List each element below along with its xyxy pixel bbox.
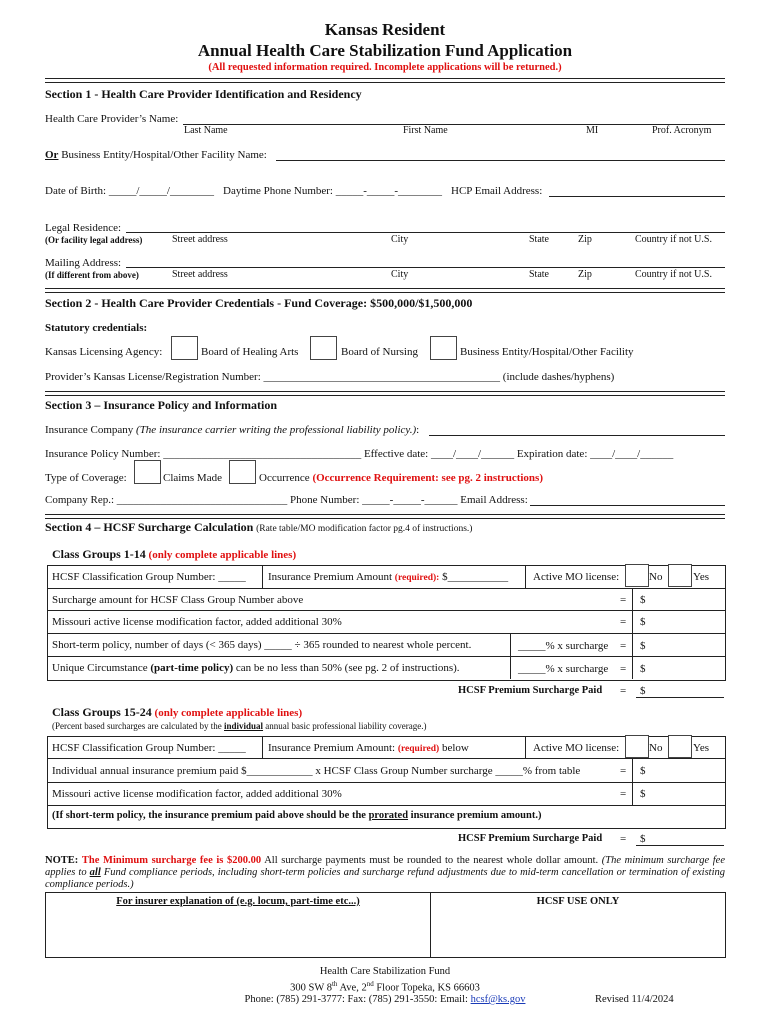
footer-addr-sup2: nd: [366, 980, 374, 988]
t1-eq-1: =: [620, 594, 627, 606]
email-label: HCP Email Address:: [451, 185, 543, 197]
provider-name-field[interactable]: [183, 124, 725, 125]
t1-premium-group: [268, 571, 508, 583]
company-note: (The insurance carrier writing the professional liability policy.): [136, 424, 417, 436]
entity-name-label: [45, 149, 267, 161]
class-groups-1-14-heading: [52, 547, 296, 562]
insurance-company-field[interactable]: [429, 435, 725, 436]
t1-unique-pct: _____% x surcharge: [518, 663, 609, 675]
t2-dollar-1: $: [640, 765, 646, 777]
license-number-label: Provider’s Kansas License/Registration Number: ___________________________________________ (include dashes/hyphens): [45, 371, 615, 383]
street-caption: Street address: [172, 234, 228, 245]
form-title: Kansas Resident: [324, 20, 446, 39]
phone-label: Daytime Phone Number: _____-_____-________: [223, 185, 443, 197]
required-notice: (All requested information required. Incomplete applications will be returned.): [208, 62, 562, 73]
footer-email-link[interactable]: hcsf@ks.gov: [470, 994, 526, 1005]
company-rep-email-field[interactable]: [530, 505, 725, 506]
hcsf-use-only-label: HCSF USE ONLY: [536, 896, 620, 907]
t2-eq-1: =: [620, 765, 627, 777]
mi-caption: MI: [586, 125, 599, 136]
first-name-caption: First Name: [403, 125, 448, 136]
t2-mo-no-label: No: [649, 742, 663, 754]
t2-col-d: [632, 758, 633, 805]
insurance-company-label: Insurance Company (The insurance carrier writing the professional liability policy.):: [45, 424, 420, 436]
t2-col-a: [262, 736, 263, 758]
cg2-sub-a: (Percent based surcharges are calculated by the: [52, 721, 225, 731]
t2-mo-no-checkbox[interactable]: [625, 735, 649, 758]
mailing-address-note: (If different from above): [45, 270, 139, 280]
t1-paid-label: HCSF Premium Surcharge Paid: [458, 685, 603, 696]
t1-row-divider-3: [47, 633, 725, 634]
t2-required: (required): [397, 744, 440, 754]
t1-mo-yes-label: Yes: [693, 571, 710, 583]
t1-row-divider-2: [47, 610, 725, 611]
t2-col-b: [525, 736, 526, 758]
cg2-sub-b: individual: [224, 721, 264, 731]
t1-dollar-1: $: [640, 594, 646, 606]
country-caption-2: Country if not U.S.: [635, 269, 712, 280]
note-label: NOTE:: [45, 855, 79, 866]
cg2-subnote: [52, 721, 427, 731]
class-groups-15-24-heading: [52, 705, 302, 720]
mailing-address-label: Mailing Address:: [45, 257, 122, 269]
footer-contact-text: Phone: (785) 291-3777: Fax: (785) 291-3550: Email:: [244, 994, 471, 1005]
entity-name-field[interactable]: [276, 160, 725, 161]
provider-name-label: Health Care Provider’s Name:: [45, 113, 179, 125]
t1-unique-circumstance: [52, 662, 460, 674]
minimum-fee-note: [45, 855, 725, 891]
city-caption-2: City: [391, 269, 409, 280]
t2-mo-yes-label: Yes: [693, 742, 710, 754]
t1-col-d: [632, 588, 633, 679]
state-caption-2: State: [529, 269, 549, 280]
agency-label: Kansas Licensing Agency:: [45, 346, 163, 358]
company-label-text: Insurance Company: [45, 424, 134, 436]
t1-short-term-pct: _____% x surcharge: [518, 640, 609, 652]
t1-dollar-4: $: [640, 663, 646, 675]
t2-paid-dollar: $: [640, 833, 646, 845]
zip-caption-2: Zip: [578, 269, 592, 280]
t2-paid-eq: =: [620, 833, 627, 845]
t2-r4-a: (If short-term policy, the insurance premium paid above should be the: [52, 810, 369, 821]
nursing-checkbox[interactable]: [310, 336, 337, 360]
t2-row-divider-1: [47, 758, 725, 759]
section4-heading-group: [45, 520, 472, 535]
section4-heading: Section 4 – HCSF Surcharge Calculation: [45, 520, 254, 534]
insurer-explanation-label: For insurer explanation of (e.g. locum, part-time etc...): [116, 896, 360, 907]
claims-made-label: Claims Made: [163, 472, 222, 484]
t1-row-divider-4: [47, 656, 725, 657]
occurrence-checkbox[interactable]: [229, 460, 256, 484]
occurrence-label: Occurrence: [259, 472, 310, 484]
footer-addr-sup1: th: [331, 980, 338, 988]
occurrence-group: [259, 472, 543, 484]
t1-paid-eq: =: [620, 685, 627, 697]
section1-heading: Section 1 - Health Care Provider Identification and Residency: [45, 87, 362, 101]
t1-col-b: [525, 565, 526, 588]
t1-dollar: $___________: [439, 571, 509, 583]
entity-option-label: Business Entity/Hospital/Other Facility: [460, 346, 634, 358]
entity-label-text: Business Entity/Hospital/Other Facility Name:: [58, 149, 267, 161]
section3-heading: Section 3 – Insurance Policy and Information: [45, 398, 278, 412]
note-text2b: all: [89, 867, 101, 878]
cg2-sub-c: annual basic professional liability coverage.): [263, 721, 427, 731]
footer-addr-c: Floor Topeka, KS 66603: [373, 982, 480, 994]
t2-mo-yes-checkbox[interactable]: [668, 735, 692, 758]
footer-org: Health Care Stabilization Fund: [319, 966, 451, 977]
t1-uc-b: (part-time policy): [150, 662, 234, 674]
healing-arts-checkbox[interactable]: [171, 336, 198, 360]
t1-eq-2: =: [620, 616, 627, 628]
nursing-label: Board of Nursing: [341, 346, 418, 358]
legal-residence-label: Legal Residence:: [45, 222, 122, 234]
t1-surcharge-amount: Surcharge amount for HCSF Class Group Number above: [52, 594, 304, 606]
t1-active-mo-label: Active MO license:: [533, 571, 620, 583]
or-label: Or: [45, 149, 59, 161]
insurer-explanation-field[interactable]: [50, 912, 425, 952]
t2-mo-factor: Missouri active license modification factor, added additional 30%: [52, 788, 342, 800]
t1-paid-field[interactable]: [636, 697, 724, 698]
t1-mo-factor: Missouri active license modification factor, added additional 30%: [52, 616, 342, 628]
t1-eq-3: =: [620, 640, 627, 652]
t2-premium-group: [268, 742, 469, 754]
city-caption: City: [391, 234, 409, 245]
country-caption: Country if not U.S.: [635, 234, 712, 245]
form-subtitle: Annual Health Care Stabilization Fund Application: [197, 41, 573, 60]
last-name-caption: Last Name: [184, 125, 228, 136]
mailing-address-field[interactable]: [126, 267, 725, 268]
zip-caption: Zip: [578, 234, 592, 245]
t2-short-term-note: [52, 810, 541, 821]
t2-paid-label: HCSF Premium Surcharge Paid: [458, 833, 603, 844]
legal-residence-field[interactable]: [126, 232, 725, 233]
revised-date: Revised 11/4/2024: [595, 994, 674, 1005]
t2-dollar-2: $: [640, 788, 646, 800]
claims-made-checkbox[interactable]: [134, 460, 161, 484]
prof-acronym-caption: Prof. Acronym: [652, 125, 712, 136]
t1-eq-4: =: [620, 663, 627, 675]
statutory-label: Statutory credentials:: [45, 322, 148, 334]
occurrence-requirement: (Occurrence Requirement: see pg. 2 instructions): [312, 472, 543, 484]
t1-dollar-3: $: [640, 640, 646, 652]
footer-address: [0, 980, 770, 994]
section2-heading: Section 2 - Health Care Provider Credentials - Fund Coverage: $500,000/$1,500,000: [45, 296, 473, 310]
t2-r4-b: prorated: [368, 810, 409, 821]
note-text2c: Fund compliance periods, including short-term policies and surcharge refund adjustments due to mid-term cancellation or termination of existing compliance periods.): [45, 867, 726, 890]
t2-paid-field[interactable]: [636, 845, 724, 846]
t2-group-number: HCSF Classification Group Number: _____: [52, 742, 246, 754]
t2-row-divider-3: [47, 805, 725, 806]
legal-residence-note: (Or facility legal address): [45, 235, 143, 245]
policy-number-label: Insurance Policy Number: ____________________________________ Effective date: ____/____/______ Expiration date: ____/____/______: [45, 448, 674, 460]
t2-premium-label: Insurance Premium Amount:: [268, 742, 396, 754]
healing-arts-label: Board of Healing Arts: [201, 346, 299, 358]
t1-row-divider-1: [47, 588, 725, 589]
footer-addr-b: Ave, 2: [337, 982, 367, 994]
t2-row-divider-2: [47, 782, 725, 783]
t1-dollar-2: $: [640, 616, 646, 628]
t2-r4-c: insurance premium amount.): [408, 810, 542, 821]
section1-divider: [45, 288, 725, 293]
t1-col-a: [262, 565, 263, 588]
t2-eq-2: =: [620, 788, 627, 800]
footer-addr-a: 300 SW 8: [290, 982, 332, 994]
note-text1: All surcharge payments must be rounded to the nearest whole dollar amount.: [261, 855, 602, 866]
t1-mo-no-checkbox[interactable]: [625, 564, 649, 587]
dob-label: Date of Birth: _____/_____/________: [45, 185, 214, 197]
t1-uc-a: Unique Circumstance: [52, 662, 151, 674]
entity-checkbox[interactable]: [430, 336, 457, 360]
t2-individual-premium: Individual annual insurance premium paid $____________ x HCSF Class Group Number surcharge _____% from table: [52, 765, 581, 777]
section2-divider: [45, 391, 725, 396]
t1-col-c: [510, 633, 511, 679]
t1-premium-label: Insurance Premium Amount: [268, 571, 393, 583]
cg2-note: (only complete applicable lines): [154, 707, 303, 719]
t2-active-mo-label: Active MO license:: [533, 742, 620, 754]
street-caption-2: Street address: [172, 269, 228, 280]
t1-required: (required):: [394, 573, 440, 583]
header-divider: [45, 78, 725, 83]
coverage-type-label: Type of Coverage:: [45, 472, 127, 484]
t1-mo-no-label: No: [649, 571, 663, 583]
cg2-title: Class Groups 15-24: [52, 705, 152, 719]
cg1-note: (only complete applicable lines): [148, 549, 297, 561]
t1-paid-dollar: $: [640, 685, 646, 697]
state-caption: State: [529, 234, 549, 245]
note-min-fee: The Minimum surcharge fee is $200.00: [81, 855, 262, 866]
t2-below: below: [439, 742, 469, 754]
t1-uc-c: can be no less than 50% (see pg. 2 of instructions).: [233, 662, 460, 674]
t1-mo-yes-checkbox[interactable]: [668, 564, 692, 587]
email-field[interactable]: [549, 196, 725, 197]
company-rep-label: Company Rep.: _______________________________ Phone Number: _____-_____-______ Email Address:: [45, 494, 528, 506]
cg1-title: Class Groups 1-14: [52, 547, 146, 561]
t1-group-number: HCSF Classification Group Number: _____: [52, 571, 246, 583]
section3-divider: [45, 514, 725, 519]
t1-short-term: Short-term policy, number of days (< 365 days) _____ ÷ 365 rounded to nearest whole percent.: [52, 639, 472, 651]
section4-note: (Rate table/MO modification factor pg.4 of instructions.): [256, 524, 473, 534]
note-text2a: (The minimum surcharge fee applies to: [45, 855, 726, 878]
